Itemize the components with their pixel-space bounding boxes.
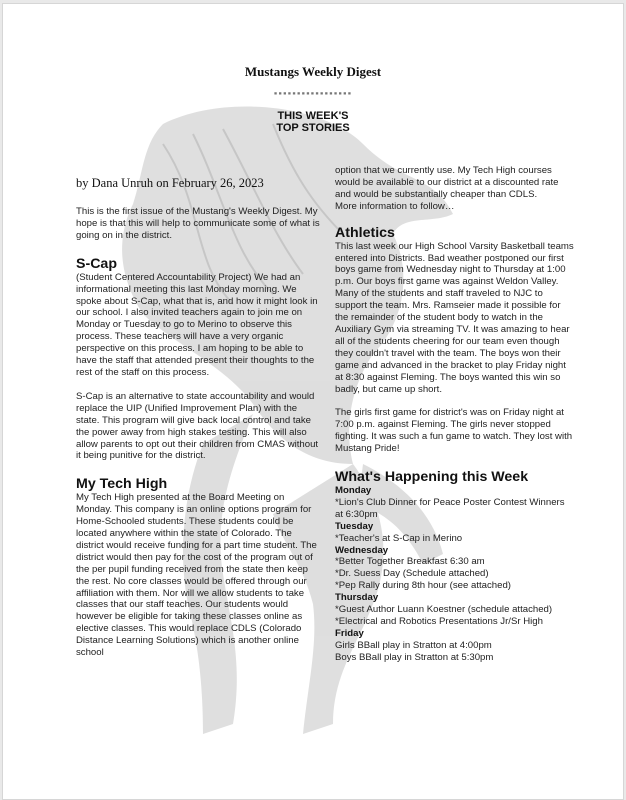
top-stories-line2: TOP STORIES (276, 122, 350, 134)
day-label: Tuesday (335, 520, 374, 532)
day-label: Thursday (335, 592, 379, 604)
scap-paragraph-2: S-Cap is an alternative to state accountability and would replace the UIP (Unified Improvement Plan) with the state. This program will give back local control and take the power away from high stakes testing. This will also allow parents to opt out their children from CMAS without it being punitive for the district. (76, 390, 319, 462)
left-column (76, 162, 321, 659)
schedule-day (335, 545, 575, 593)
right-column (335, 165, 575, 664)
intro-paragraph: This is the first issue of the Mustang's Weekly Digest. My hope is that this will help to communicate some of what is going on in the district. (76, 206, 320, 241)
schedule-item: *Dr. Suess Day (Schedule attached) (335, 568, 489, 580)
happening-heading: What's Happening this Week (335, 469, 529, 486)
top-stories-line1: THIS WEEK'S (277, 110, 349, 122)
mytech-heading: My Tech High (76, 476, 168, 493)
schedule-item: *Electrical and Robotics Presentations Jr/Sr High (335, 616, 543, 627)
schedule-item: *Pep Rally during 8th hour (see attached) (335, 580, 511, 592)
day-label: Monday (335, 485, 372, 497)
schedule-day (335, 592, 575, 628)
newsletter-title: Mustangs Weekly Digest (244, 64, 382, 79)
schedule-item: *Guest Author Luann Koestner (schedule attached) (335, 604, 553, 616)
schedule-item: *Lion's Club Dinner for Peace Poster Contest Winners at 6:30pm (335, 496, 565, 520)
schedule-day (335, 485, 575, 521)
schedule-day (335, 628, 575, 664)
mytech-more-info: More information to follow… (335, 200, 455, 212)
schedule-item: Boys BBall play in Stratton at 5:30pm (335, 651, 494, 663)
top-stories-heading (3, 110, 623, 134)
day-label: Friday (335, 627, 364, 639)
schedule-item: *Better Together Breakfast 6:30 am (335, 556, 485, 568)
schedule-list (335, 485, 575, 664)
schedule-item: *Teacher's at S-Cap in Merino (335, 532, 463, 544)
athletics-paragraph-1: This last week our High School Varsity Basketball teams entered into Districts. Bad weather postponed our first boys game from Wednesday night to Thursday at 1:00 p.m. Our boys first game was against Weldon Valley. Many of the students and staff traveled to NJC to support the team. Mrs. Ramseier made it possible for the remainder of the student body to watch in the Auxiliary Gym via streaming TV. It was amazing to hear all of the students cheering for our team even though they couldn't travel with the team. The boys won their game and advanced in the bracket to play Friday night at 8:30 against Fleming. The boys wanted this win so badly, but came up short. (335, 240, 574, 395)
day-label: Wednesday (335, 544, 389, 556)
mytech-paragraph-1: My Tech High presented at the Board Meeting on Monday. This company is an online options program for Home-Schooled students. These students could be located anywhere within the state of Colorado. The district would receive funding for a part time student. The district would then pay for the cost of the program out of the per pupil funding received from the state then keep the rest. No core classes would be offered through our affiliation with them. Nor will we allow students to take classes that our staff teaches. Our students would however be eligible for taking these classes online as elective classes. This would replace CDLS (Colorado Distance Learning Solutions) which is another online school (76, 492, 317, 659)
scap-paragraph-1: (Student Centered Accountability Project) We had an informational meeting this last Monday morning. We spoke about S-Cap, what that is, and how it might look in our school. I also invited teachers again to join me on Monday or Tuesday to go to Merino to observe this process. These teachers will have a very organic perspective on this process. I am hoping to be able to have the staff that attended present their thoughts to the rest of the staff on this process. (76, 271, 318, 378)
newsletter-page (2, 3, 624, 800)
schedule-day (335, 521, 575, 545)
byline: by Dana Unruh on February 26, 2023 (76, 176, 264, 190)
athletics-paragraph-2: The girls first game for district's was on Friday night at 7:00 p.m. against Fleming. The girls never stopped fighting. It was such a fun game to watch. They lost with Mustang Pride! (335, 407, 573, 455)
scap-heading: S-Cap (76, 255, 117, 272)
mytech-paragraph-continued: option that we currently use. My Tech High courses would be available to our district at a discounted rate and would be substantially cheaper than CDLS. (335, 165, 559, 200)
title-divider: ▪▪▪▪▪▪▪▪▪▪▪▪▪▪▪▪▪ (273, 90, 353, 97)
athletics-heading: Athletics (335, 224, 395, 241)
schedule-item: Girls BBall play in Stratton at 4:00pm (335, 639, 492, 651)
